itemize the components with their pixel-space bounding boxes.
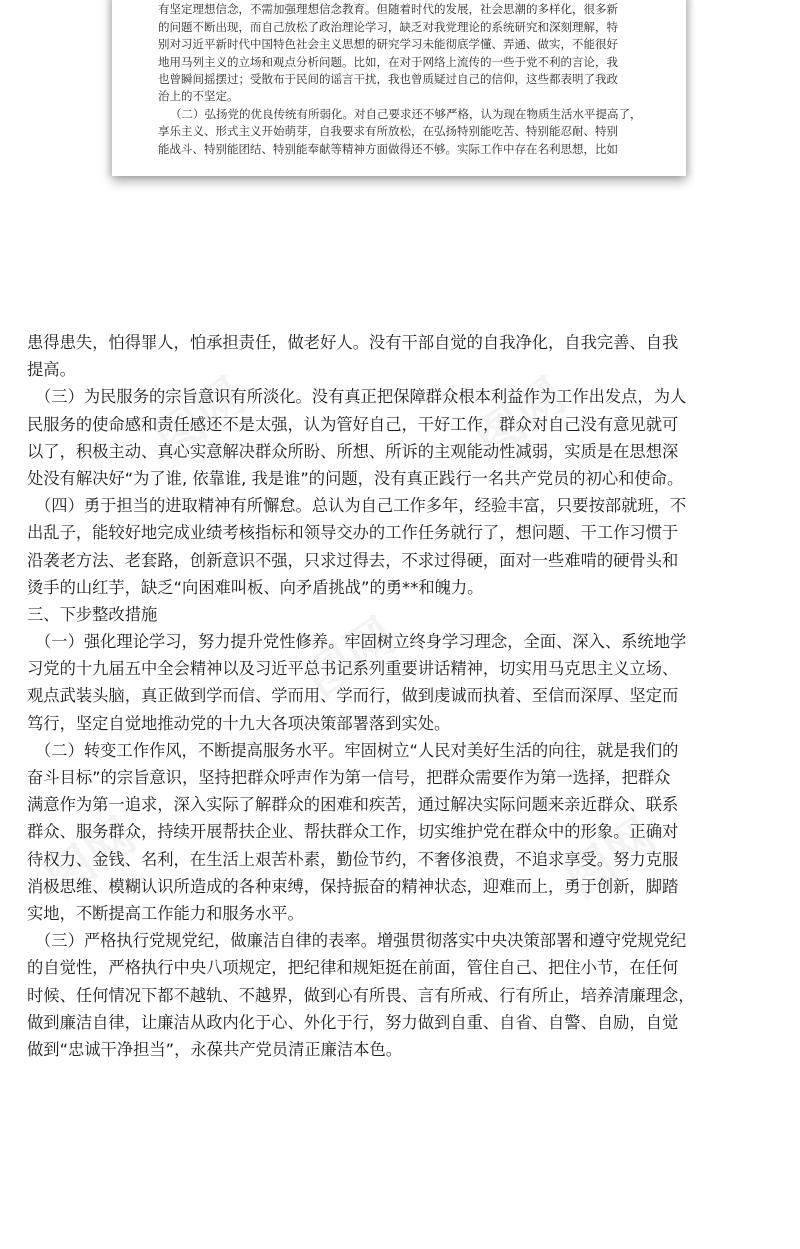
body-line: （二）转变工作作风，不断提高服务水平。牢固树立“人民对美好生活的向往，就是我们的 [35, 740, 679, 760]
preview-line: 地用马列主义的立场和观点分析问题。比如，在对于网络上流传的一些于党不利的言论，我 [158, 54, 618, 69]
body-line: （三）严格执行党规党纪，做廉洁自律的表率。增强贯彻落实中央决策部署和遵守党规党纪 [35, 931, 687, 951]
body-line: 处没有解决好“为了谁, 依靠谁, 我是谁”的问题，没有真正践行一名共产党员的初心和使命。 [27, 468, 684, 488]
body-line: 患得患失，怕得罪人，怕承担责任，做老好人。没有干部自觉的自我净化，自我完善、自我 [27, 333, 679, 352]
preview-line: 的问题不断出现，而自己放松了政治理论学习，缺乏对我党理论的系统研究和深刻理解，特 [158, 19, 618, 34]
body-line: 以了，积极主动、真心实意解决群众所盼、所想、所诉的主观能动性减弱，实质是在思想深 [27, 441, 679, 461]
preview-line: （二）弘扬党的优良传统有所弱化。对自己要求还不够严格，认为现在物质生活水平提高了， [170, 106, 642, 121]
watermark: 图网 [35, 807, 146, 909]
preview-line: 有坚定理想信念，不需加强理想信念教育。但随着时代的发展，社会思潮的多样化，很多新 [158, 2, 618, 17]
document-body [27, 329, 779, 1063]
watermark: 图网 [295, 607, 406, 709]
body-line: （一）强化理论学习，努力提升党性修养。牢固树立终身学习理念，全面、深入、系统地学 [35, 632, 687, 652]
body-line: 群众、服务群众，持续开展帮扶企业、帮扶群众工作，切实维护党在群众中的形象。正确对 [27, 822, 679, 842]
body-line: 出乱子，能较好地完成业绩考核指标和领导交办的工作任务就行了，想问题、干工作习惯于 [27, 523, 679, 543]
body-line: 实地，不断提高工作能力和服务水平。 [27, 903, 304, 923]
body-line: 提高。 [27, 360, 76, 380]
body-line: 的自觉性，严格执行中央八项规定，把纪律和规矩挺在前面，管住自己、把住小节，在任何 [27, 958, 679, 978]
section-heading: 三、下步整改措施 [27, 604, 158, 624]
watermark: 图网 [145, 367, 256, 469]
body-line: （三）为民服务的宗旨意识有所淡化。没有真正把保障群众根本利益作为工作出发点，为人 [35, 387, 687, 407]
preview-line: 也曾瞬间摇摆过；受散布于民间的谣言干扰，我也曾质疑过自己的信仰，这些都表明了我政 [158, 72, 618, 87]
preview-line: 能战斗、特别能团结、特别能奉献等精神方面做得还不够。实际工作中存在名利思想，比如 [158, 141, 618, 156]
body-line: 民服务的使命感和责任感还不是太强，认为管好自己，干好工作，群众对自己没有意见就可 [27, 414, 679, 434]
body-line: 做到“忠诚干净担当”，永葆共产党员清正廉洁本色。 [27, 1039, 403, 1059]
preview-line: 治上的不坚定。 [158, 89, 239, 104]
body-line: 待权力、金钱、名利，在生活上艰苦朴素，勤俭节约，不奢侈浪费，不追求享受。努力克服 [27, 849, 679, 869]
watermark: 图网 [465, 367, 576, 469]
body-line: 时候、任何情况下都不越轨、不越界，做到心有所畏、言有所戒、行有所止，培养清廉理念， [27, 985, 695, 1005]
preview-line: 享乐主义、形式主义开始萌芽，自我要求有所放松，在弘扬特别能吃苦、特别能忍耐、特别 [158, 124, 618, 139]
body-line: 沿袭老方法、老套路，创新意识不强，只求过得去，不求过得硬，面对一些难啃的硬骨头和 [27, 550, 679, 570]
body-line: 习党的十九届五中全会精神以及习近平总书记系列重要讲话精神，切实用马克思主义立场、 [27, 659, 679, 679]
document-preview-card [112, 0, 686, 176]
body-line: 消极思维、模糊认识所造成的各种束缚，保持振奋的精神状态，迎难而上，勇于创新，脚踏 [27, 876, 679, 896]
body-line: 笃行，坚定自觉地推动党的十九大各项决策部署落到实处。 [27, 713, 451, 733]
watermark: 图网 [555, 807, 666, 909]
body-line: 观点武装头脑，真正做到学而信、学而用、学而行，做到虔诚而执着、至信而深厚、坚定而 [27, 686, 679, 706]
body-line: 做到廉洁自律，让廉洁从政内化于心、外化于行，努力做到自重、自省、自警、自励，自觉 [27, 1012, 679, 1032]
preview-line: 别对习近平新时代中国特色社会主义思想的研究学习未能彻底学懂、弄通、做实，不能很好 [158, 37, 618, 52]
body-line: 满意作为第一追求，深入实际了解群众的困难和疾苦，通过解决实际问题来亲近群众、联系 [27, 795, 679, 815]
preview-text [158, 0, 648, 158]
body-line: （四）勇于担当的进取精神有所懈怠。总认为自己工作多年，经验丰富，只要按部就班，不 [35, 496, 687, 516]
body-line: 烫手的山红芋，缺乏“向困难叫板、向矛盾挑战”的勇**和魄力。 [27, 577, 484, 597]
body-line: 奋斗目标”的宗旨意识，坚持把群众呼声作为第一信号，把群众需要作为第一选择，把群众 [27, 768, 671, 787]
